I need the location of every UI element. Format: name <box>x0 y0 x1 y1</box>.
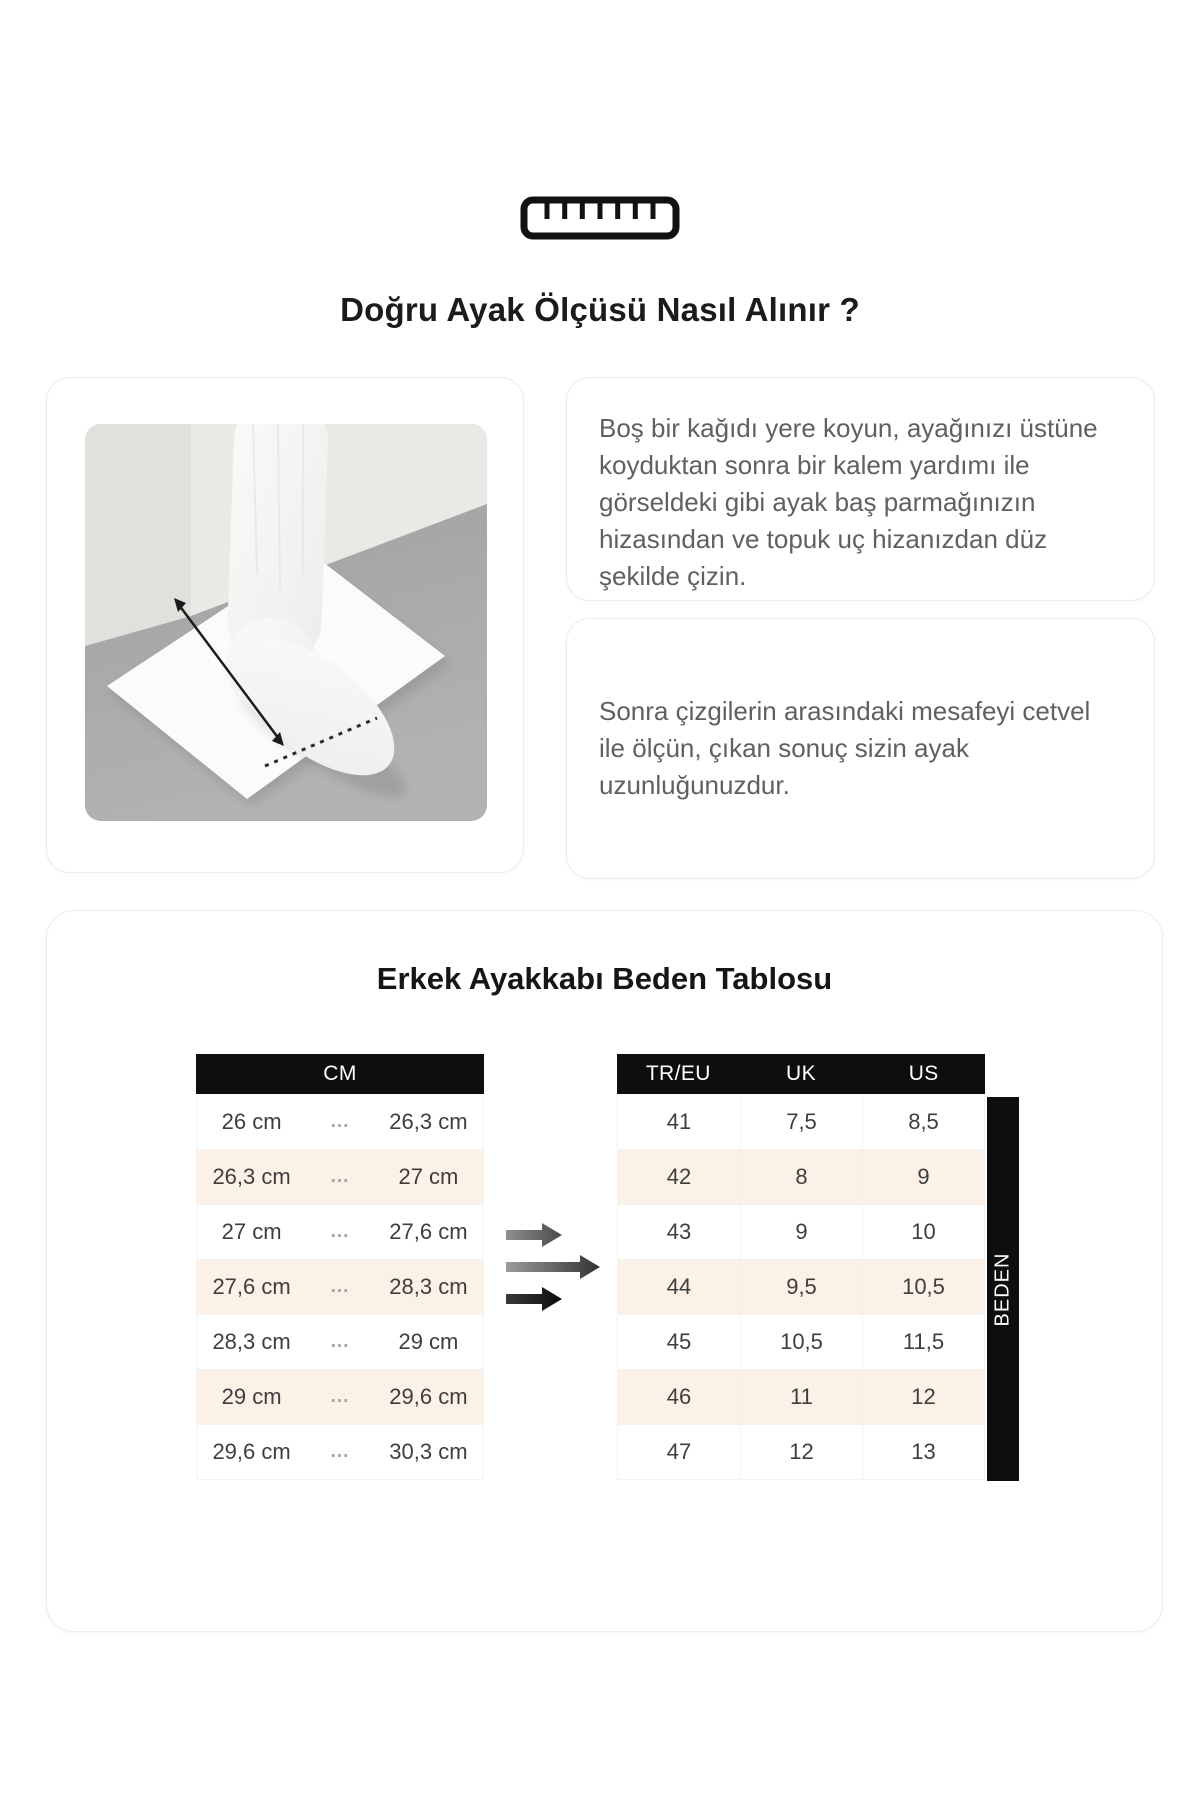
cm-to-value: 29,6 cm <box>389 1384 468 1409</box>
cm-range-row <box>197 1149 483 1204</box>
uk-value: 7,5 <box>740 1094 862 1149</box>
treu-value: 43 <box>666 1219 692 1244</box>
instruction-step-2-text: Sonra çizgilerin arasındaki mesafeyi cetvel ile ölçün, çıkan sonuç sizin ayak uzunluğunuzdur. <box>599 696 1091 800</box>
size-table-section <box>46 910 1163 1632</box>
us-value: 12 <box>862 1370 984 1424</box>
us-value: 10 <box>862 1205 984 1259</box>
cm-from-value: 29 cm <box>221 1384 282 1409</box>
cm-to-value: 27 cm <box>398 1164 459 1189</box>
us-value: 9 <box>862 1150 984 1204</box>
page-title: Doğru Ayak Ölçüsü Nasıl Alınır ? <box>340 291 860 328</box>
cm-from-value: 26,3 cm <box>212 1164 291 1189</box>
cm-range-row <box>197 1094 483 1149</box>
cm-from-value: 28,3 cm <box>212 1329 291 1354</box>
size-header-uk: UK <box>786 1062 816 1085</box>
size-header-us: US <box>908 1062 939 1085</box>
range-dots: ... <box>330 1110 350 1132</box>
treu-value: 42 <box>666 1164 692 1189</box>
cm-from-value: 26 cm <box>221 1108 282 1134</box>
cm-to-value: 28,3 cm <box>389 1274 468 1299</box>
size-row <box>618 1314 984 1369</box>
instruction-step-1-text: Boş bir kağıdı yere koyun, ayağınızı üstüne koyduktan sonra bir kalem yardımı ile görseldeki gibi ayak baş parmağınızın hizasından ve topuk uç hizanızdan düz şekilde çizin. <box>599 413 1098 591</box>
uk-value: 9 <box>740 1205 862 1259</box>
cm-range-row <box>197 1204 483 1259</box>
size-row <box>618 1149 984 1204</box>
us-value: 13 <box>862 1425 984 1479</box>
range-dots: ... <box>330 1276 350 1297</box>
foot-measure-photo-card <box>46 377 524 873</box>
uk-value: 12 <box>740 1425 862 1479</box>
cm-to-value: 30,3 cm <box>389 1439 468 1464</box>
size-row <box>618 1424 984 1479</box>
cm-range-row <box>197 1314 483 1369</box>
size-table-header <box>617 1054 985 1094</box>
range-dots: ... <box>330 1331 350 1352</box>
uk-value: 10,5 <box>740 1315 862 1369</box>
treu-value: 45 <box>666 1329 692 1354</box>
us-value: 10,5 <box>862 1260 984 1314</box>
beden-side-label: BEDEN <box>991 1252 1014 1326</box>
treu-value: 47 <box>666 1439 692 1464</box>
treu-value: 41 <box>666 1108 692 1134</box>
cm-table-header <box>196 1054 484 1094</box>
range-dots: ... <box>330 1441 350 1462</box>
size-row <box>618 1369 984 1424</box>
uk-value: 9,5 <box>740 1260 862 1314</box>
cm-from-value: 29,6 cm <box>212 1439 291 1464</box>
us-value: 8,5 <box>862 1094 984 1149</box>
size-header-treu: TR/EU <box>645 1062 711 1085</box>
instruction-step-2-box <box>566 618 1155 879</box>
beden-side-bar <box>987 1097 1019 1481</box>
size-row <box>618 1204 984 1259</box>
size-row <box>618 1094 984 1149</box>
size-table-body <box>617 1094 985 1480</box>
cm-from-value: 27,6 cm <box>212 1274 291 1299</box>
uk-value: 8 <box>740 1150 862 1204</box>
size-table-title: Erkek Ayakkabı Beden Tablosu <box>376 961 833 996</box>
cm-from-value: 27 cm <box>221 1219 282 1244</box>
instruction-step-1-box <box>566 377 1155 601</box>
cm-to-value: 27,6 cm <box>389 1219 468 1244</box>
foot-measure-photo <box>85 424 487 821</box>
us-value: 11,5 <box>862 1315 984 1369</box>
cm-range-row <box>197 1424 483 1479</box>
treu-value: 44 <box>666 1274 692 1299</box>
cm-range-row <box>197 1369 483 1424</box>
cm-header-label: CM <box>323 1062 357 1085</box>
uk-value: 11 <box>740 1370 862 1424</box>
cm-range-row <box>197 1259 483 1314</box>
conversion-arrows-icon <box>504 1221 600 1318</box>
range-dots: ... <box>330 1221 350 1242</box>
howto-section <box>46 377 1155 879</box>
cm-to-value: 26,3 cm <box>389 1108 468 1134</box>
range-dots: ... <box>330 1166 350 1187</box>
ruler-icon <box>0 196 1200 240</box>
range-dots: ... <box>330 1386 350 1407</box>
cm-to-value: 29 cm <box>398 1329 459 1354</box>
treu-value: 46 <box>666 1384 692 1409</box>
size-row <box>618 1259 984 1314</box>
cm-table-body <box>196 1094 484 1480</box>
